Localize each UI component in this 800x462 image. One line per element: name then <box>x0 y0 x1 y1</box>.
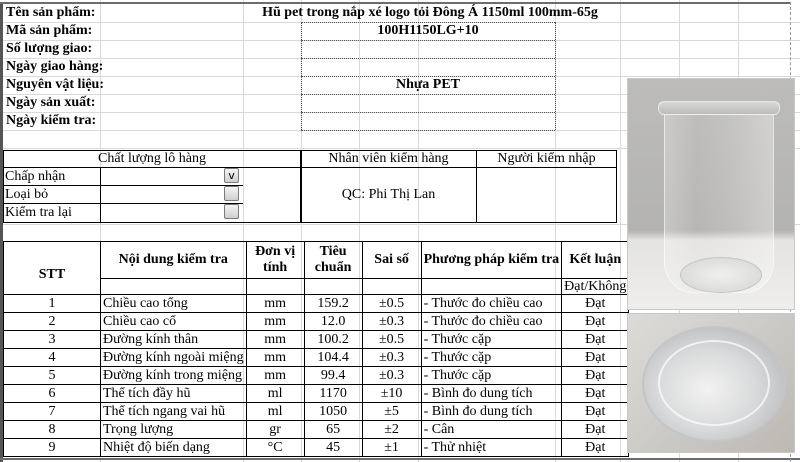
row-standard: 100.2 <box>304 331 362 349</box>
jar-rim-shape <box>658 101 780 115</box>
row-stt: 3 <box>4 331 101 349</box>
table-header-row <box>4 242 629 279</box>
row-unit: °C <box>246 439 304 457</box>
row-tolerance: ±1 <box>362 439 421 457</box>
material-value[interactable]: Nhựa PET <box>395 77 461 92</box>
row-tolerance: ±0.5 <box>362 295 421 313</box>
row-result[interactable]: Đạt <box>562 421 629 439</box>
delivery-date-label: Ngày giao hàng: <box>6 59 104 74</box>
col-header-unit <box>246 242 304 279</box>
dotted-underline <box>301 94 555 95</box>
row-result[interactable]: Đạt <box>562 403 629 421</box>
row-standard: 1170 <box>304 385 362 403</box>
row-unit: mm <box>246 313 304 331</box>
row-method: - Thước cặp <box>421 367 562 385</box>
row-content: Đường kính thân <box>101 331 247 349</box>
dotted-underline <box>301 112 555 113</box>
row-result[interactable]: Đạt <box>562 331 629 349</box>
batch-quality-header: Chất lượng lô hàng <box>98 151 206 166</box>
product-name-label: Tên sản phẩm: <box>6 5 96 20</box>
table-row <box>4 403 629 421</box>
row-method: - Thước đo chiều cao <box>421 295 562 313</box>
jar-base-shape <box>680 257 762 293</box>
accept-checkbox[interactable]: v <box>224 168 239 183</box>
row-result[interactable]: Đạt <box>562 385 629 403</box>
row-tolerance: ±10 <box>362 385 421 403</box>
row-stt: 7 <box>4 403 101 421</box>
row-unit: mm <box>246 367 304 385</box>
receiver-header: Người kiểm nhập <box>497 151 596 166</box>
row-method: - Thước đo chiều cao <box>421 313 562 331</box>
material-label: Nguyên vật liệu: <box>6 77 104 92</box>
col-header-conclusion: Kết luận <box>562 242 629 279</box>
row-stt: 4 <box>4 349 101 367</box>
row-method: - Thước cặp <box>421 349 562 367</box>
subheader-empty <box>304 279 362 295</box>
recheck-checkbox[interactable] <box>224 204 239 219</box>
row-content: Thể tích đầy hũ <box>101 385 247 403</box>
row-unit: mm <box>246 331 304 349</box>
subheader-empty <box>362 279 421 295</box>
table-row <box>4 421 629 439</box>
jar-side-photo[interactable] <box>627 78 795 310</box>
reject-checkbox[interactable] <box>224 186 239 201</box>
divider <box>100 167 101 223</box>
row-unit: ml <box>246 385 304 403</box>
row-content: Thể tích ngang vai hũ <box>101 403 247 421</box>
row-method: - Thước cặp <box>421 331 562 349</box>
row-content: Đường kính ngoài miệng <box>101 349 247 367</box>
table-row <box>4 331 629 349</box>
unit-line2: tính <box>263 260 288 275</box>
row-tolerance: ±5 <box>362 403 421 421</box>
row-stt: 2 <box>4 313 101 331</box>
dotted-underline <box>301 130 555 131</box>
row-standard: 1050 <box>304 403 362 421</box>
row-stt: 6 <box>4 385 101 403</box>
subheader-empty <box>246 279 304 295</box>
row-content: Chiều cao tổng <box>101 295 247 313</box>
dotted-underline <box>301 58 555 59</box>
col-header-stt: STT <box>4 242 101 295</box>
row-standard: 45 <box>304 439 362 457</box>
table-row <box>4 313 629 331</box>
unit-line1: Đơn vị <box>255 244 296 259</box>
row-unit: mm <box>246 295 304 313</box>
col-header-content: Nội dung kiểm tra <box>101 242 247 279</box>
inspector-header: Nhân viên kiểm hàng <box>328 151 449 166</box>
row-stt: 8 <box>4 421 101 439</box>
row-content: Trọng lượng <box>101 421 247 439</box>
row-unit: ml <box>246 403 304 421</box>
conclusion-subheader: Đạt/Không <box>562 279 629 295</box>
row-tolerance: ±0.3 <box>362 313 421 331</box>
delivery-quantity-label: Số lượng giao: <box>6 41 93 56</box>
col-header-standard <box>304 242 362 279</box>
col-header-method: Phương pháp kiểm tra <box>421 242 562 279</box>
recheck-label: Kiểm tra lại <box>5 205 72 220</box>
product-name-value[interactable]: Hũ pet trong nắp xé logo tỏi Đông Á 1150ml 100mm-65g <box>262 5 598 20</box>
row-tolerance: ±0.3 <box>362 367 421 385</box>
row-result[interactable]: Đạt <box>562 295 629 313</box>
dotted-underline <box>301 22 555 23</box>
standard-line2: chuẩn <box>314 260 352 275</box>
col-header-tolerance: Sai số <box>362 242 421 279</box>
row-method: - Bình đo dung tích <box>421 403 562 421</box>
row-method: - Bình đo dung tích <box>421 385 562 403</box>
table-row <box>4 349 629 367</box>
dotted-border <box>301 22 302 130</box>
row-result[interactable]: Đạt <box>562 367 629 385</box>
standard-line1: Tiêu <box>319 244 347 259</box>
row-content: Đường kính trong miệng <box>101 367 247 385</box>
row-standard: 12.0 <box>304 313 362 331</box>
subheader-empty <box>101 279 247 295</box>
inspection-table <box>3 241 629 457</box>
jar-top-photo[interactable] <box>627 313 795 453</box>
subheader-empty <box>421 279 562 295</box>
inspector-name[interactable]: QC: Phi Thị Lan <box>341 187 436 202</box>
row-standard: 99.4 <box>304 367 362 385</box>
accept-label: Chấp nhận <box>5 169 66 184</box>
divider <box>301 167 617 168</box>
row-stt: 5 <box>4 367 101 385</box>
row-result[interactable]: Đạt <box>562 313 629 331</box>
row-stt: 9 <box>4 439 101 457</box>
row-result[interactable]: Đạt <box>562 349 629 367</box>
row-content: Nhiệt độ biến dạng <box>101 439 247 457</box>
row-content: Chiều cao cổ <box>101 313 247 331</box>
row-stt: 1 <box>4 295 101 313</box>
row-method: - Cân <box>421 421 562 439</box>
row-tolerance: ±0.5 <box>362 331 421 349</box>
inspection-date-label: Ngày kiểm tra: <box>6 113 97 128</box>
row-unit: mm <box>246 349 304 367</box>
row-unit: gr <box>246 421 304 439</box>
row-standard: 159.2 <box>304 295 362 313</box>
table-row <box>4 439 629 457</box>
row-tolerance: ±0.3 <box>362 349 421 367</box>
table-row <box>4 367 629 385</box>
row-method: - Thử nhiệt <box>421 439 562 457</box>
dotted-underline <box>301 76 555 77</box>
row-standard: 104.4 <box>304 349 362 367</box>
table-row <box>4 385 629 403</box>
reject-label: Loại bỏ <box>5 187 49 202</box>
production-date-label: Ngày sản xuất: <box>6 95 96 110</box>
jar-top-inner-ring <box>658 340 770 426</box>
product-code-value[interactable]: 100H1150LG+10 <box>377 23 479 38</box>
product-code-label: Mã sản phẩm: <box>6 23 93 38</box>
dotted-border <box>555 22 556 130</box>
row-tolerance: ±2 <box>362 421 421 439</box>
row-result[interactable]: Đạt <box>562 439 629 457</box>
table-row <box>4 295 629 313</box>
row-standard: 65 <box>304 421 362 439</box>
dotted-underline <box>301 40 555 41</box>
